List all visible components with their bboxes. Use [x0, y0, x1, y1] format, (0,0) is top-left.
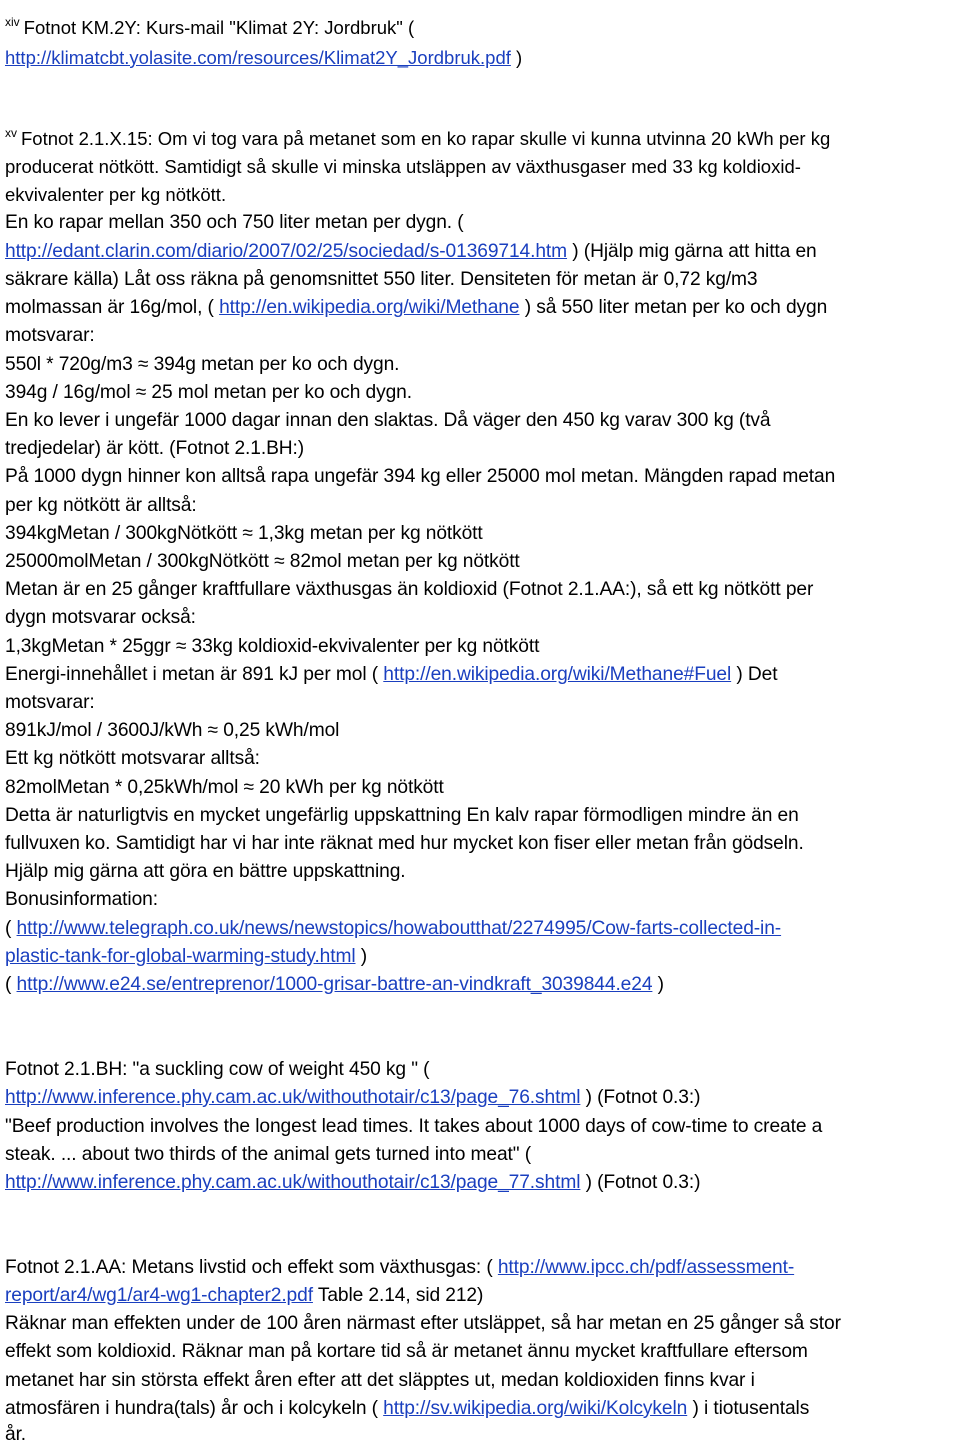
footnote-xv-line-17: Metan är en 25 gånger kraftfullare växthusgas än koldioxid (Fotnot 2.1.AA:), så ett kg nötkött per: [5, 579, 814, 600]
footnote-aa-text-2: Table 2.14, sid 212): [312, 1285, 484, 1306]
footnote-xv-line-11: En ko lever i ungefär 1000 dagar innan den slaktas. Då väger den 450 kg varav 300 kg (två: [5, 410, 771, 431]
footnote-xv-line-2: producerat nötkött. Samtidigt så skulle vi minska utsläppen av växthusgaser med 33 kg koldioxid-: [5, 156, 801, 177]
footnote-xv-line-19: 1,3kgMetan * 25ggr ≈ 33kg koldioxid-ekvivalenter per kg nötkött: [5, 636, 540, 657]
footnote-xv-text-20a: Energi-innehållet i metan är 891 kJ per mol (: [5, 664, 379, 685]
footnote-aa-line-4: effekt som koldioxid. Räknar man på kortare tid så är metanet ännu mycket kraftfullare eftersom: [5, 1341, 808, 1362]
footnote-bh-line-4: steak. ... about two thirds of the animal gets turned into meat" (: [5, 1144, 532, 1165]
footnote-xiv-close: ): [516, 47, 523, 68]
footnote-xv-close-30: ): [360, 946, 368, 967]
footnote-xv-text-1: Fotnot 2.1.X.15: Om vi tog vara på metanet som en ko rapar skulle vi kunna utvinna 20 kWh per kg: [21, 128, 831, 149]
footnote-xv-text-20b: ) Det: [736, 664, 778, 685]
footnote-xv-line-12: tredjedelar) är kött. (Fotnot 2.1.BH:): [5, 438, 305, 459]
footnote-bh-text-2: ) (Fotnot 0.3:): [585, 1087, 701, 1108]
link-ipcc-report[interactable]: http://www.ipcc.ch/pdf/assessment-: [497, 1257, 795, 1278]
link-withouthotair-page-77[interactable]: http://www.inference.phy.cam.ac.uk/withouthotair/c13/page_77.shtml: [5, 1172, 581, 1193]
footnote-xiv-line-2: [5, 47, 522, 69]
footnote-bh-text-5: ) (Fotnot 0.3:): [585, 1172, 701, 1193]
footnote-bh-line-5: [5, 1172, 700, 1194]
footnote-xv-line-13: På 1000 dygn hinner kon alltså rapa ungefär 394 kg eller 25000 mol metan. Mängden rapad metan: [5, 466, 836, 487]
footnote-xv-line-6: säkrare källa) Låt oss räkna på genomsnittet 550 liter. Densiteten för metan är 0,72 kg/m3: [5, 269, 758, 290]
footnote-xv-text-5: ) (Hjälp mig gärna att hitta en: [572, 241, 817, 262]
footnote-xv-line-10: 394g / 16g/mol ≈ 25 mol metan per ko och dygn.: [5, 382, 412, 403]
footnote-xv-line-30: [5, 946, 367, 968]
footnote-xv-line-3: ekvivalenter per kg nötkött.: [5, 184, 227, 205]
footnote-xv-line-25: Detta är naturligtvis en mycket ungefärlig uppskattning En kalv rapar förmodligen mindre än en: [5, 805, 799, 826]
footnote-xv-line-1: [5, 128, 830, 150]
footnote-xv-line-14: per kg nötkött är alltså:: [5, 495, 197, 516]
link-withouthotair-page-76[interactable]: http://www.inference.phy.cam.ac.uk/withouthotair/c13/page_76.shtml: [5, 1087, 581, 1108]
footnote-xv-line-8: motsvarar:: [5, 325, 95, 346]
footnote-xv-line-15: 394kgMetan / 300kgNötkött ≈ 1,3kg metan per kg nötkött: [5, 523, 483, 544]
link-e24-grisar[interactable]: http://www.e24.se/entreprenor/1000-grisar-battre-an-vindkraft_3039844.e24: [16, 974, 653, 995]
footnote-xv-close-31: ): [657, 974, 664, 995]
footnote-xv-line-31: [5, 974, 664, 996]
footnote-marker-xiv: xiv: [5, 15, 20, 29]
footnote-xv-text-7a: molmassan är 16g/mol, (: [5, 297, 214, 318]
footnote-xv-line-29: [5, 918, 781, 940]
link-ipcc-report-cont[interactable]: report/ar4/wg1/ar4-wg1-chapter2.pdf: [5, 1285, 313, 1306]
footnote-xiv-text: Fotnot KM.2Y: Kurs-mail "Klimat 2Y: Jordbruk" (: [23, 17, 415, 38]
link-wikipedia-methane-fuel[interactable]: http://en.wikipedia.org/wiki/Methane#Fuel: [383, 664, 732, 685]
footnote-xv-line-20: [5, 664, 777, 686]
footnote-xv-text-7b: ) så 550 liter metan per ko och dygn: [524, 297, 828, 318]
footnote-xv-line-9: 550l * 720g/m3 ≈ 394g metan per ko och dygn.: [5, 354, 400, 375]
footnote-xv-line-24: 82molMetan * 0,25kWh/mol ≈ 20 kWh per kg nötkött: [5, 777, 444, 798]
footnote-aa-text-6b: ) i tiotusentals: [692, 1398, 810, 1419]
footnote-aa-text-6a: atmosfären i hundra(tals) år och i kolcykeln (: [5, 1398, 378, 1419]
link-wikipedia-methane[interactable]: http://en.wikipedia.org/wiki/Methane: [219, 297, 520, 318]
link-edant-clarin[interactable]: http://edant.clarin.com/diario/2007/02/25/sociedad/s-01369714.htm: [5, 241, 568, 262]
footnote-aa-line-5: metanet har sin största effekt åren efter att det släpptes ut, medan koldioxiden finns kvar i: [5, 1370, 755, 1391]
footnote-xv-line-4: En ko rapar mellan 350 och 750 liter metan per dygn. (: [5, 212, 464, 233]
footnote-xiv-line-1: [5, 17, 414, 39]
footnote-xv-line-27: Hjälp mig gärna att göra en bättre uppskattning.: [5, 861, 406, 882]
footnote-aa-text-1: Fotnot 2.1.AA: Metans livstid och effekt som växthusgas: (: [5, 1257, 493, 1278]
footnote-xv-line-21: motsvarar:: [5, 692, 95, 713]
footnote-aa-line-2: [5, 1285, 483, 1307]
footnote-xv-open-29: (: [5, 918, 12, 939]
footnote-bh-line-2: [5, 1087, 700, 1109]
footnote-xv-line-23: Ett kg nötkött motsvarar alltså:: [5, 748, 260, 769]
footnote-bh-line-3: "Beef production involves the longest lead times. It takes about 1000 days of cow-time to create a: [5, 1116, 823, 1137]
footnote-xv-line-7: [5, 297, 827, 319]
link-telegraph-cow-farts[interactable]: http://www.telegraph.co.uk/news/newstopics/howaboutthat/2274995/Cow-farts-collected-in-: [16, 918, 782, 939]
footnote-xv-line-16: 25000molMetan / 300kgNötkött ≈ 82mol metan per kg nötkött: [5, 551, 520, 572]
footnote-aa-line-7: år.: [5, 1424, 27, 1445]
footnote-marker-xv: xv: [5, 126, 17, 140]
footnote-bh-line-1: Fotnot 2.1.BH: "a suckling cow of weight 450 kg " (: [5, 1059, 430, 1080]
footnote-aa-line-1: [5, 1257, 794, 1279]
link-wikipedia-kolcykeln[interactable]: http://sv.wikipedia.org/wiki/Kolcykeln: [383, 1398, 688, 1419]
footnote-xv-open-31: (: [5, 974, 12, 995]
link-telegraph-cow-farts-cont[interactable]: plastic-tank-for-global-warming-study.html: [5, 946, 356, 967]
link-klimatcbt-pdf[interactable]: http://klimatcbt.yolasite.com/resources/Klimat2Y_Jordbruk.pdf: [5, 47, 511, 68]
footnote-xv-line-18: dygn motsvarar också:: [5, 607, 196, 628]
footnote-xv-line-28: Bonusinformation:: [5, 889, 158, 910]
footnote-aa-line-3: Räknar man effekten under de 100 åren närmast efter utsläppet, så har metan en 25 gånger så stor: [5, 1313, 841, 1334]
footnote-xv-line-22: 891kJ/mol / 3600J/kWh ≈ 0,25 kWh/mol: [5, 720, 340, 741]
footnote-xv-line-26: fullvuxen ko. Samtidigt har vi har inte räknat med hur mycket kon fiser eller metan från gödseln.: [5, 833, 804, 854]
footnote-aa-line-6: [5, 1398, 809, 1420]
footnote-xv-line-5: [5, 241, 817, 263]
